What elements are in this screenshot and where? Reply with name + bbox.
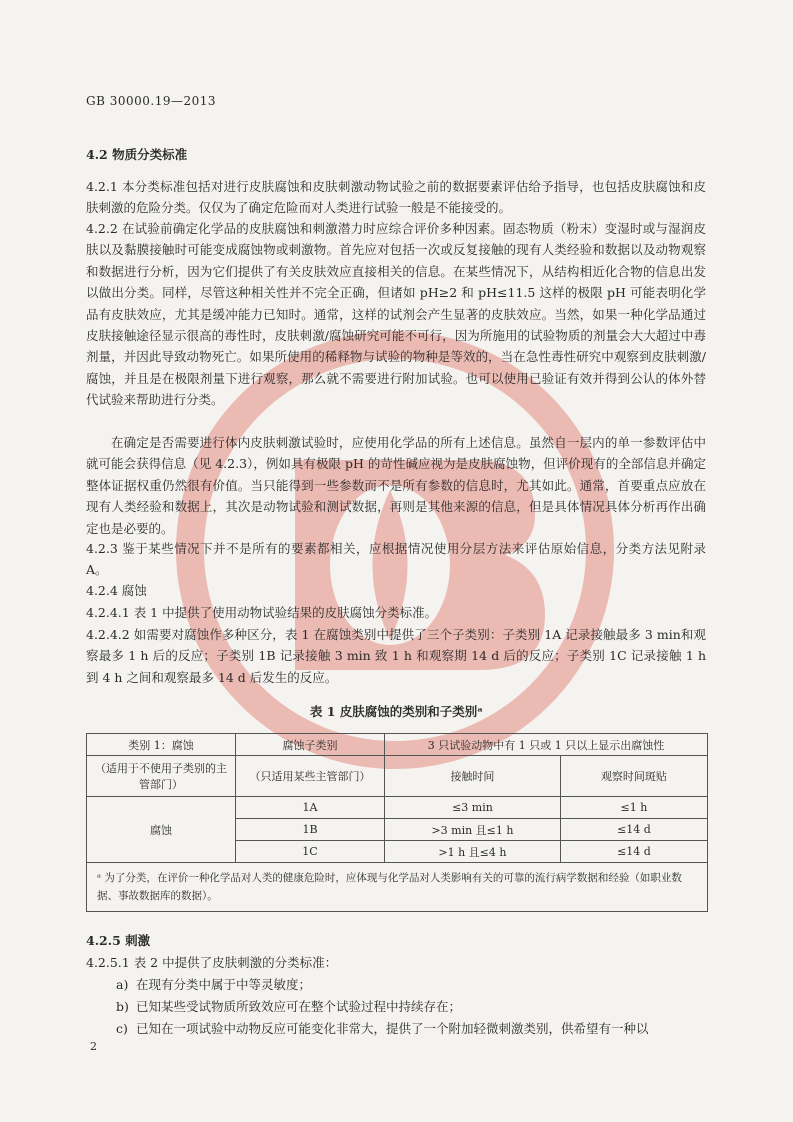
- table-footnote: ᵃ 为了分类，在评价一种化学品对人类的健康危险时，应体现与化学品对人类影响有关的可靠的流行病学数据和经验（如职业数据、事故数据库的数据）。: [87, 863, 708, 912]
- section-4-2-5: 4.2.5 刺激: [86, 933, 151, 948]
- table-header: （适用于不使用子类别的主管部门）: [87, 756, 236, 797]
- para-4-2-4: 4.2.4 腐蚀: [86, 583, 147, 598]
- table-header: 观察时间斑贴: [560, 756, 707, 797]
- page-number: 2: [90, 1040, 97, 1053]
- table-cell: ≤3 min: [385, 797, 561, 819]
- table-header: 3 只试验动物中有 1 只或 1 只以上显示出腐蚀性: [385, 734, 708, 756]
- table-cell: 1B: [236, 819, 385, 841]
- table-cell: >1 h 且≤4 h: [385, 841, 561, 863]
- para-4-2-1: 4.2.1 本分类标准包括对进行皮肤腐蚀和皮肤刺激动物试验之前的数据要素评估给予指导，也包括皮肤腐蚀和皮肤刺激的危险分类。仅仅为了确定危险而对人类进行试验一般是不能接受的。: [86, 179, 706, 216]
- table-cell: ≤14 d: [560, 841, 707, 863]
- section-title: 4.2 物质分类标准: [86, 147, 188, 162]
- para-4-2-3: 4.2.3 鉴于某些情况下并不是所有的要素都相关，应根据情况使用分层方法来评估原始信息，分类方法见附录 A。: [86, 541, 706, 578]
- para-4-2-4-2: 4.2.4.2 如需要对腐蚀作多种区分，表 1 在腐蚀类别中提供了三个子类别：子类别 1A 记录接触最多 3 min和观察最多 1 h 后的反应；子类别 1B 记录接触 3 min 致 1 h 和观察期 14 d 后的反应；子类别 1C 记录接触 1 h 到 4 h 之间和观察最多 14 d 后发生的反应。: [86, 627, 706, 685]
- table-header: 接触时间: [385, 756, 561, 797]
- table-header: 腐蚀子类别: [236, 734, 385, 756]
- table-cell: 1C: [236, 841, 385, 863]
- table-title: 表 1 皮肤腐蚀的类别和子类别ᵃ: [309, 704, 484, 719]
- table-cell: 1A: [236, 797, 385, 819]
- table-header: （只适用某些主管部门）: [236, 756, 385, 797]
- corrosion-table: [86, 733, 708, 912]
- table-header: 类别 1：腐蚀: [87, 734, 236, 756]
- para-4-2-2-continued: 在确定是否需要进行体内皮肤刺激试验时，应使用化学品的所有上述信息。虽然自一层内的单一参数评估中就可能会获得信息（见 4.2.3），例如具有极限 pH 的苛性碱应视为是皮肤腐蚀物，但评价现有的全部信息并确定整体证据权重仍然很有价值。当只能得到一些参数而不是所有参数的信息时，尤其如此。通常，首要重点应放在现有人类经验和数据上，其次是动物试验和测试数据，再则是其他来源的信息，但是具体情况具体分析再作出确定也是必要的。: [86, 435, 706, 536]
- table-cell: ≤1 h: [560, 797, 707, 819]
- table-cell: ≤14 d: [560, 819, 707, 841]
- para-4-2-5-1: 4.2.5.1 表 2 中提供了皮肤刺激的分类标准：: [86, 955, 338, 970]
- para-4-2-2: 4.2.2 在试验前确定化学品的皮肤腐蚀和刺激潜力时应综合评价多种因素。固态物质（粉末）变湿时或与湿润皮肤以及黏膜接触时可能变成腐蚀物或刺激物。首先应对包括一次或反复接触的现有人类经验和数据以及动物观察和数据进行分析，因为它们提供了有关皮肤效应直接相关的信息。在某些情况下，从结构相近化合物的信息出发以做出分类。同样，尽管这种相关性并不完全正确，但诸如 pH≥2 和 pH≤11.5 这样的极限 pH 可能表明化学品有皮肤效应，尤其是缓冲能力已知时。通常，这样的试剂会产生显著的皮肤效应。当然，如果一种化学品通过皮肤接触途径显示很高的毒性时，皮肤刺激/腐蚀研究可能不可行，因为所施用的试验物质的剂量会大大超过中毒剂量，并因此导致动物死亡。如果所使用的稀释物与试验的物种是等效的，当在急性毒性研究中观察到皮肤刺激/腐蚀，并且是在极限剂量下进行观察，那么就不需要进行附加试验。也可以使用已验证有效并得到公认的体外替代试验来帮助进行分类。: [86, 221, 706, 408]
- table-cell: 腐蚀: [87, 797, 236, 863]
- criteria-list: [86, 974, 706, 1040]
- list-item: a) 在现有分类中属于中等灵敏度；: [116, 977, 312, 992]
- standard-number-header: GB 30000.19—2013: [86, 94, 217, 108]
- list-item: c) 已知在一项试验中动物反应可能变化非常大，提供了一个附加轻微刺激类别，供希望有一种以: [116, 1021, 649, 1036]
- para-4-2-4-1: 4.2.4.1 表 1 中提供了使用动物试验结果的皮肤腐蚀分类标准。: [86, 605, 438, 620]
- table-cell: >3 min 且≤1 h: [385, 819, 561, 841]
- list-item: b) 已知某些受试物质所致效应可在整个试验过程中持续存在；: [116, 999, 462, 1014]
